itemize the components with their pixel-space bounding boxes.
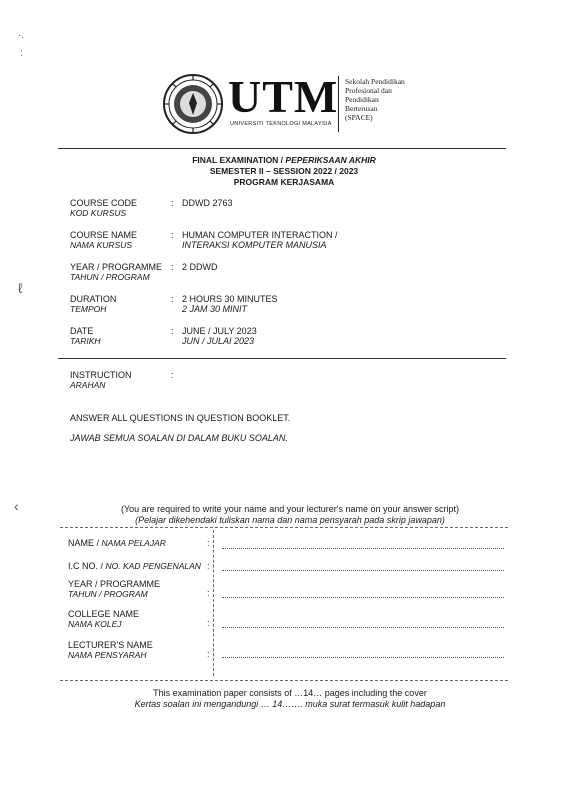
form-label-year: YEAR / PROGRAMME TAHUN / PROGRAM	[68, 579, 161, 599]
page-count-my: Kertas soalan ini mengandungi … 14……. muka surat termasuk kulit hadapan	[134, 699, 446, 709]
space-school-name: Sekolah Pendidikan Profesional dan Pendidikan Berterusan (SPACE)	[345, 77, 405, 122]
colon: :	[207, 649, 210, 659]
form-label-name: NAME / NAMA PELAJAR	[68, 538, 166, 548]
answer-instruction-my: JAWAB SEMUA SOALAN DI DALAM BUKU SOALAN.	[70, 433, 288, 443]
notice-my: (Pelajar dikehendaki tuliskan nama dan nama pensyarah pada skrip jawapan)	[135, 515, 445, 525]
year-programme-field[interactable]	[222, 597, 504, 598]
scan-mark: :	[20, 48, 23, 59]
university-name: UNIVERSITI TEKNOLOGI MALAYSIA	[230, 121, 332, 127]
logo-divider	[338, 76, 339, 132]
course-name-label: COURSE NAME NAMA KURSUS	[70, 230, 138, 250]
utm-crest	[162, 73, 224, 140]
colon: :	[207, 561, 210, 571]
notice-en: (You are required to write your name and your lecturer's name on your answer script)	[120, 504, 460, 514]
duration-label: DURATION TEMPOH	[70, 294, 117, 314]
utm-wordmark: UTM	[228, 71, 339, 122]
answer-instruction-en: ANSWER ALL QUESTIONS IN QUESTION BOOKLET.	[70, 413, 291, 423]
colon: :	[171, 370, 174, 380]
fields-rule	[58, 358, 506, 359]
form-label-college: COLLEGE NAME NAMA KOLEJ	[68, 609, 140, 629]
page-count-en: This examination paper consists of …14… pages including the cover	[153, 688, 427, 698]
date-value: JUNE / JULY 2023 JUN / JULAI 2023	[182, 326, 257, 346]
course-code-label: COURSE CODE KOD KURSUS	[70, 198, 138, 218]
exam-title: FINAL EXAMINATION / PEPERIKSAAN AKHIR SEMESTER II – SESSION 2022 / 2023 PROGRAM KERJASAMA	[192, 155, 376, 187]
scan-mark: ℓ	[18, 280, 23, 296]
form-divider	[213, 530, 214, 676]
colon: :	[171, 230, 174, 240]
ic-number-field[interactable]	[222, 570, 504, 571]
course-name-value: HUMAN COMPUTER INTERACTION / INTERAKSI KOMPUTER MANUSIA	[182, 230, 338, 250]
student-name-field[interactable]	[222, 548, 504, 549]
colon: :	[171, 326, 174, 336]
colon: :	[171, 198, 174, 208]
colon: :	[207, 588, 210, 598]
colon: :	[171, 294, 174, 304]
colon: :	[207, 618, 210, 628]
lecturer-name-field[interactable]	[222, 657, 504, 658]
colon: :	[207, 538, 210, 548]
year-programme-value: 2 DDWD	[182, 262, 218, 272]
scan-mark: ·.	[18, 30, 25, 41]
instruction-label: INSTRUCTION ARAHAN	[70, 370, 132, 390]
date-label: DATE TARIKH	[70, 326, 101, 346]
course-code-value: DDWD 2763	[182, 198, 233, 208]
header-rule	[58, 148, 506, 149]
form-label-lecturer: LECTURER'S NAME NAMA PENSYARAH	[68, 640, 153, 660]
duration-value: 2 HOURS 30 MINUTES 2 JAM 30 MINIT	[182, 294, 278, 314]
scan-mark: ‹	[14, 498, 19, 514]
college-name-field[interactable]	[222, 627, 504, 628]
form-label-ic: I.C NO. / NO. KAD PENGENALAN	[68, 561, 201, 571]
colon: :	[171, 262, 174, 272]
year-programme-label: YEAR / PROGRAMME TAHUN / PROGRAM	[70, 262, 163, 282]
